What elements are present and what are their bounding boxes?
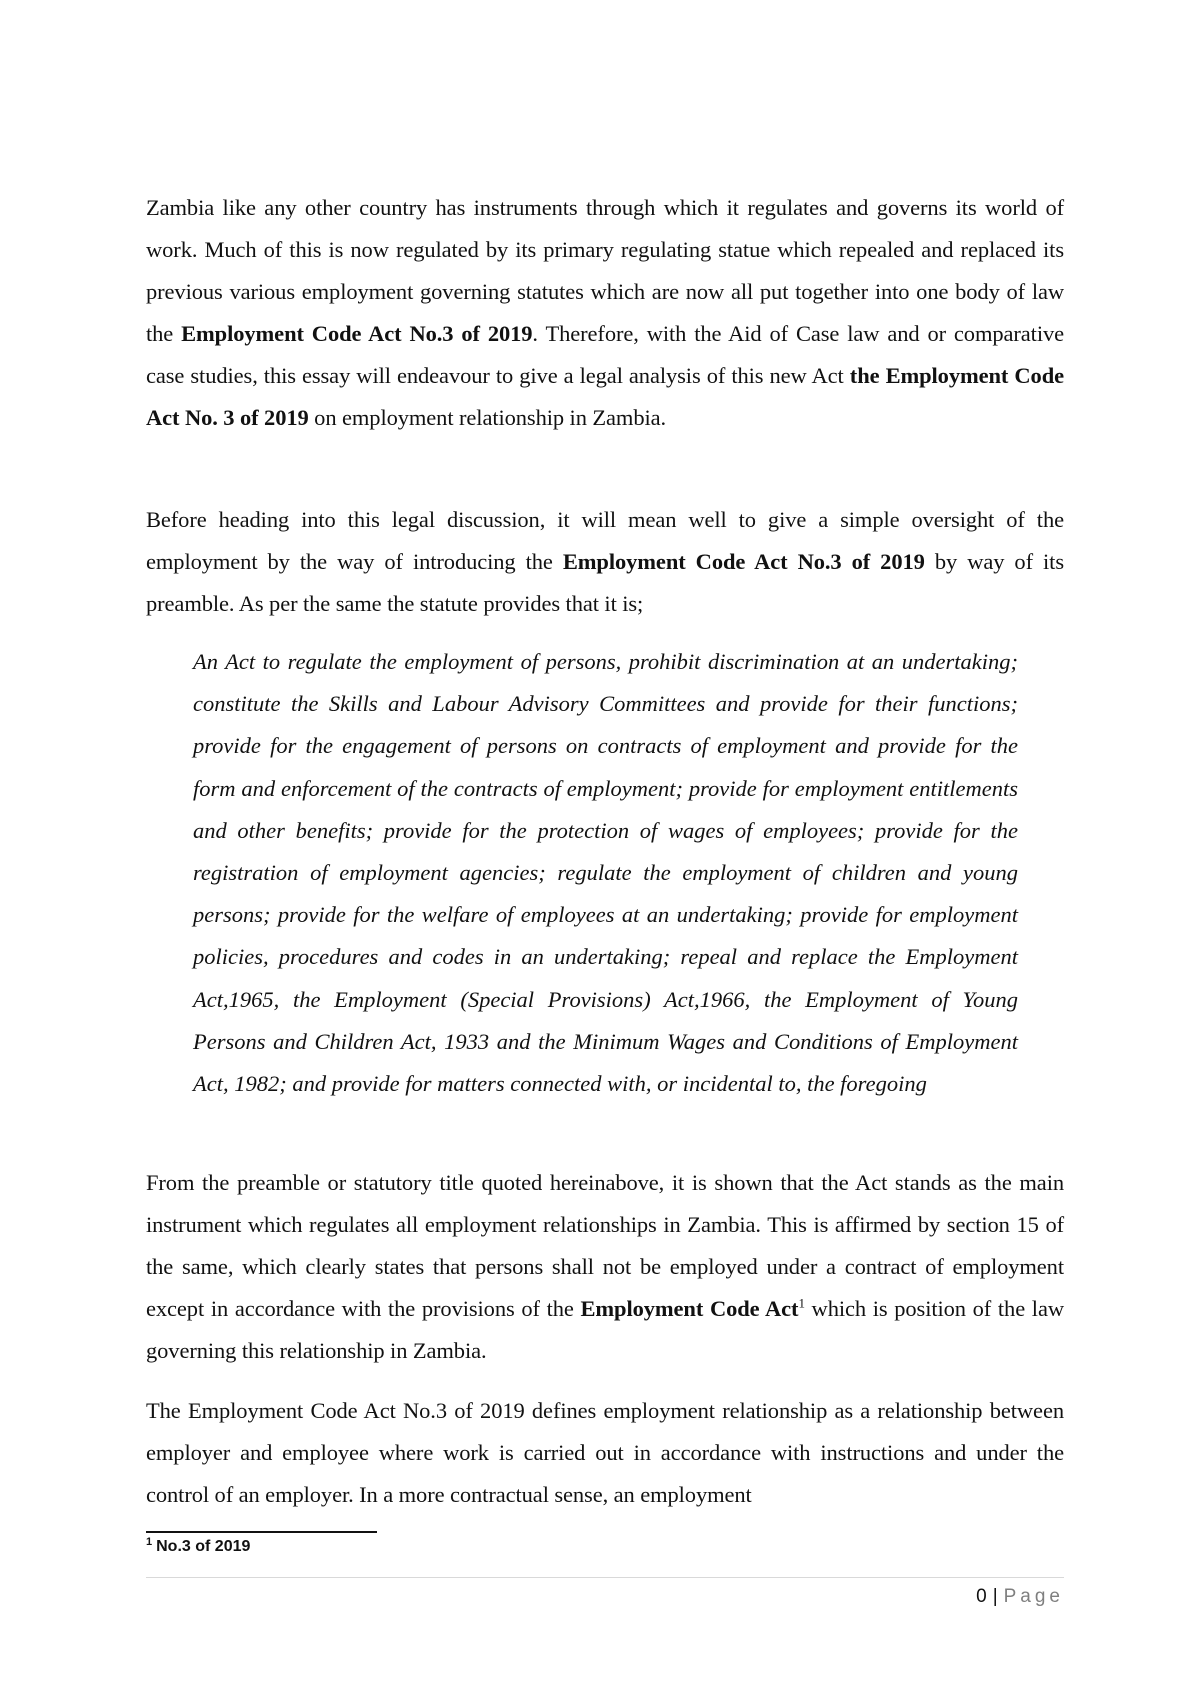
paragraph-text: From the preamble or statutory title quoted hereinabove, it is shown that the Act stands as the main instrument which regulates all employment relationships in Zambia. This is affirmed by section 15 of the same, which clearly states that persons shall not be employed under a contract of employment except in accordance with the provisions of the [146,1170,1064,1321]
footnote-number: 1 [146,1535,153,1548]
footnote [146,1536,250,1558]
footnote-text: No.3 of 2019 [156,1538,251,1555]
act-title-bold: Employment Code Act No.3 of 2019 [181,321,533,346]
page-separator: | [992,1586,998,1607]
paragraph-text: . Therefore, with the Aid of Case law and or comparative case studies, this essay will endeavour to give a legal analysis of this new Act [146,321,1065,388]
footnote-reference[interactable]: 1 [798,1295,805,1311]
page-footer [976,1583,1064,1611]
page-label: Page [1003,1586,1064,1607]
paragraph-main-instrument [146,1162,1064,1372]
footer-divider [146,1577,1064,1578]
footnote-separator [146,1531,377,1533]
paragraph-introduction [146,187,1064,439]
act-title-bold: Employment Code Act No.3 of 2019 [562,549,925,574]
paragraph-definition [146,1390,1064,1516]
paragraph-text: by way of its preamble. As per the same the statute provides that it is; [146,549,1064,616]
preamble-quote: An Act to regulate the employment of persons, prohibit discrimination at an undertaking; constitute the Skills and Labour Advisory Committees and provide for their functions; provide for the engagement of persons on contracts of employment and provide for the form and enforcement of the contracts of employment; provide for employment entitlements and other benefits; provide for the protection of wages of employees; provide for the registration of employment agencies; regulate the employment of children and young persons; provide for the welfare of employees at an undertaking; provide for employment policies, procedures and codes in an undertaking; repeal and replace the Employment Act,1965, the Employment (Special Provisions) Act,1966, the Employment of Young Persons and Children Act, 1933 and the Minimum Wages and Conditions of Employment Act, 1982; and provide for matters connected with, or incidental to, the foregoing [193,649,1018,1097]
paragraph-text: The Employment Code Act No.3 of 2019 defines employment relationship as a relationship between employer and employee where work is carried out in accordance with instructions and under the control of an employer. In a more contractual sense, an employment [146,1398,1064,1507]
act-title-bold: Employment Code Act [580,1296,799,1321]
page-number: 0 [976,1586,987,1607]
paragraph-text: Zambia like any other country has instruments through which it regulates and governs its world of work. Much of this is now regulated by its primary regulating statue which repealed and replaced its previous various employment governing statutes which are now all put together into one body of law the [146,195,1064,346]
act-title-bold: the Employment Code Act No. 3 of 2019 [146,363,1064,430]
paragraph-preamble-intro [146,499,1064,625]
paragraph-text: on employment relationship in Zambia. [308,405,667,430]
paragraph-text: which is position of the law governing this relationship in Zambia. [146,1296,1064,1363]
paragraph-text: Before heading into this legal discussion, it will mean well to give a simple oversight of the employment by the way of introducing the [146,507,1064,574]
